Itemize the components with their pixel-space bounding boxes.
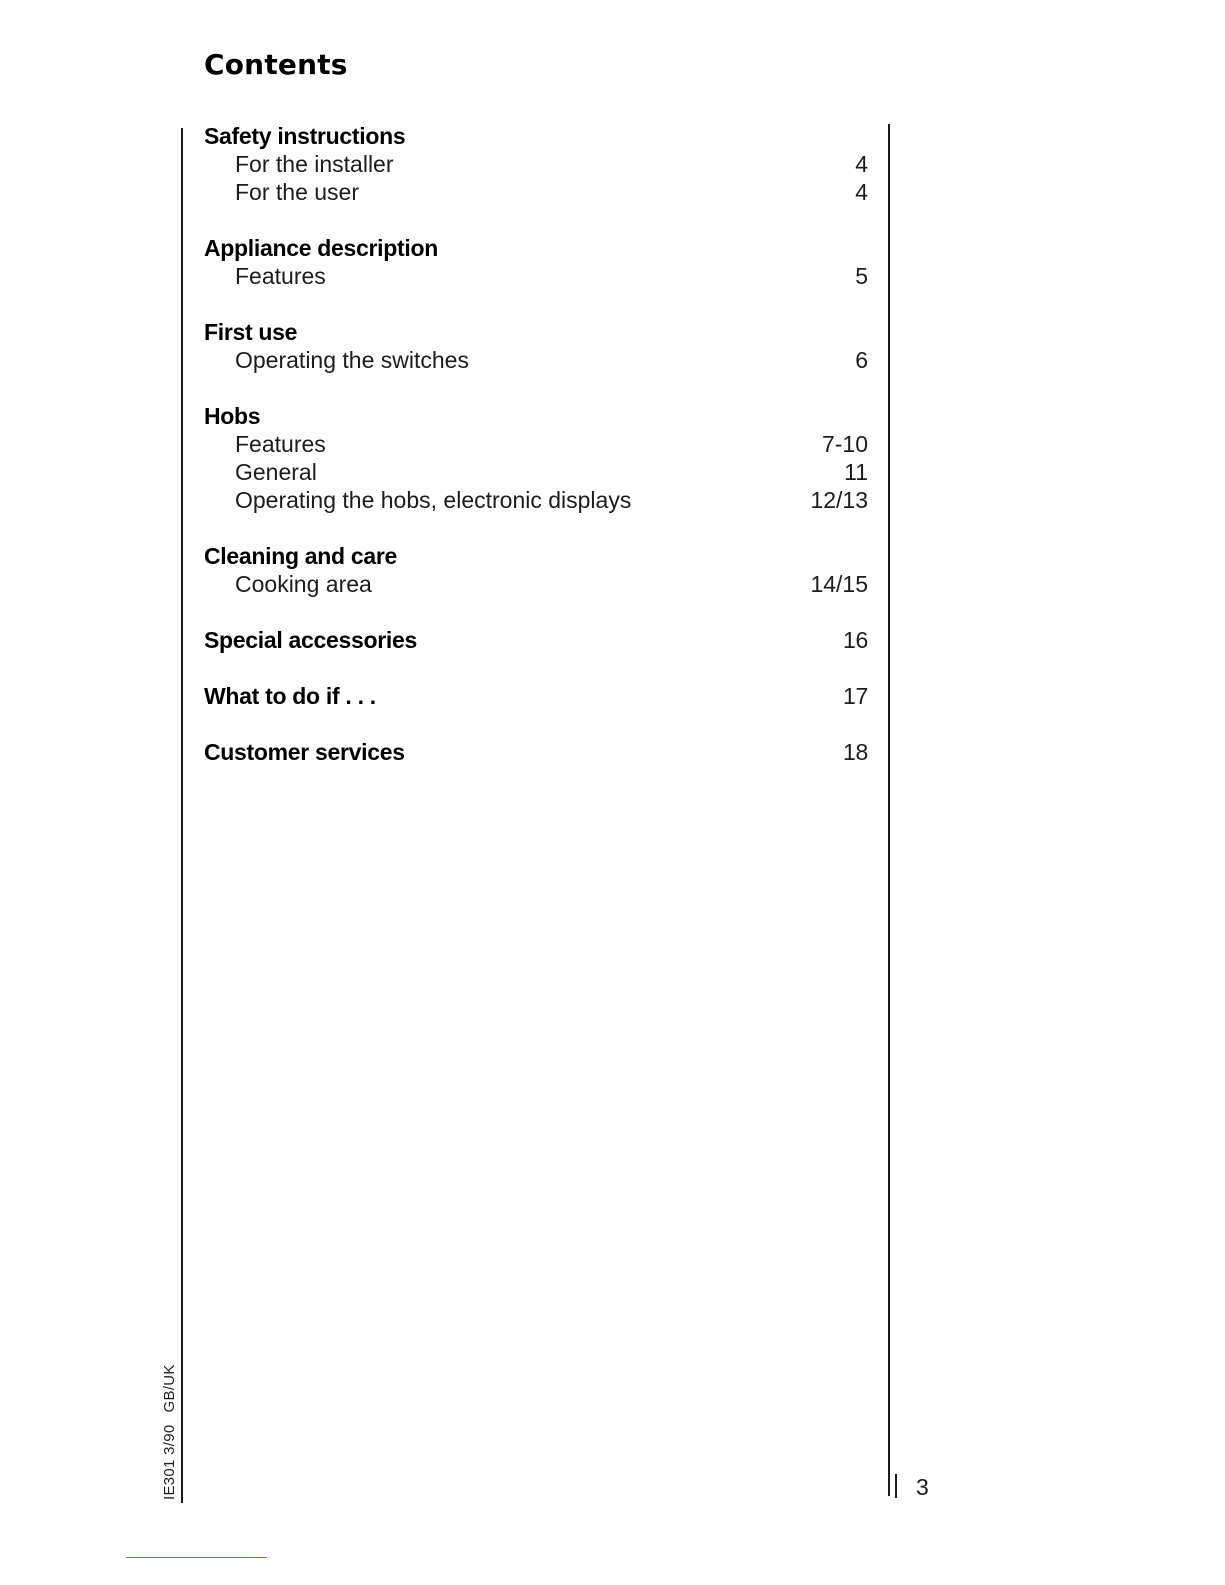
toc-section-first-use bbox=[204, 318, 868, 374]
toc-heading-page: 17 bbox=[843, 683, 868, 709]
toc-section-appliance-description bbox=[204, 234, 868, 290]
toc-heading-label: What to do if . . . bbox=[204, 683, 376, 709]
toc-entry-page: 14/15 bbox=[810, 571, 868, 597]
toc-heading-label: Cleaning and care bbox=[204, 543, 398, 569]
toc-heading-label: Special accessories bbox=[204, 627, 417, 653]
toc-entry[interactable] bbox=[204, 458, 868, 486]
toc-heading[interactable] bbox=[204, 738, 868, 766]
document-code-vertical bbox=[161, 1352, 178, 1500]
toc-section-customer-services bbox=[204, 738, 868, 766]
toc-entry[interactable] bbox=[204, 570, 868, 598]
toc-heading[interactable] bbox=[204, 318, 868, 346]
toc-section-hobs bbox=[204, 402, 868, 514]
toc-heading-label: Customer services bbox=[204, 739, 405, 765]
toc-heading-label: First use bbox=[204, 319, 298, 345]
toc-entry-label: Features bbox=[235, 263, 326, 289]
toc-entry-page: 4 bbox=[855, 151, 868, 177]
toc-heading[interactable] bbox=[204, 234, 868, 262]
toc-section-cleaning-and-care bbox=[204, 542, 868, 598]
document-code: IE301 3/90 bbox=[161, 1424, 178, 1500]
toc-entry-label: Operating the switches bbox=[235, 347, 469, 373]
toc-entry-page: 11 bbox=[844, 459, 868, 485]
toc-entry[interactable] bbox=[204, 430, 868, 458]
toc-entry-label: Cooking area bbox=[235, 571, 372, 597]
toc-entry[interactable] bbox=[204, 262, 868, 290]
toc-heading[interactable] bbox=[204, 682, 868, 710]
toc-entry-page: 5 bbox=[855, 263, 868, 289]
left-margin-rule bbox=[181, 128, 183, 1503]
toc-entry-label: Features bbox=[235, 431, 326, 457]
toc-heading-page: 18 bbox=[843, 739, 868, 765]
region-code: GB/UK bbox=[161, 1364, 178, 1413]
bottom-edge-mark bbox=[126, 1557, 267, 1558]
toc-heading-label: Appliance description bbox=[204, 235, 438, 261]
page-title: Contents bbox=[204, 48, 348, 81]
toc-heading-page: 16 bbox=[843, 627, 868, 653]
toc-entry[interactable] bbox=[204, 150, 868, 178]
toc-entry[interactable] bbox=[204, 346, 868, 374]
toc-entry-page: 12/13 bbox=[810, 487, 868, 513]
toc-heading-label: Safety instructions bbox=[204, 123, 406, 149]
toc-entry[interactable] bbox=[204, 486, 868, 514]
toc-entry-page: 4 bbox=[855, 179, 868, 205]
toc-entry-label: General bbox=[235, 459, 317, 485]
toc-entry-label: For the installer bbox=[235, 151, 394, 177]
toc-heading[interactable] bbox=[204, 402, 868, 430]
toc-section-special-accessories bbox=[204, 626, 868, 654]
toc-heading[interactable] bbox=[204, 542, 868, 570]
page-number-rule bbox=[895, 1474, 897, 1498]
page-number: 3 bbox=[916, 1474, 929, 1500]
toc-section-what-to-do-if bbox=[204, 682, 868, 710]
toc-entry-page: 7-10 bbox=[821, 431, 868, 457]
toc-heading-label: Hobs bbox=[204, 403, 261, 429]
toc-entry-label: For the user bbox=[235, 179, 359, 205]
toc-entry-label: Operating the hobs, electronic displays bbox=[235, 487, 632, 513]
table-of-contents bbox=[204, 122, 868, 766]
toc-heading[interactable] bbox=[204, 626, 868, 654]
toc-entry[interactable] bbox=[204, 178, 868, 206]
toc-heading[interactable] bbox=[204, 122, 868, 150]
toc-entry-page: 6 bbox=[855, 347, 868, 373]
toc-section-safety-instructions bbox=[204, 122, 868, 206]
right-margin-rule bbox=[888, 124, 890, 1496]
